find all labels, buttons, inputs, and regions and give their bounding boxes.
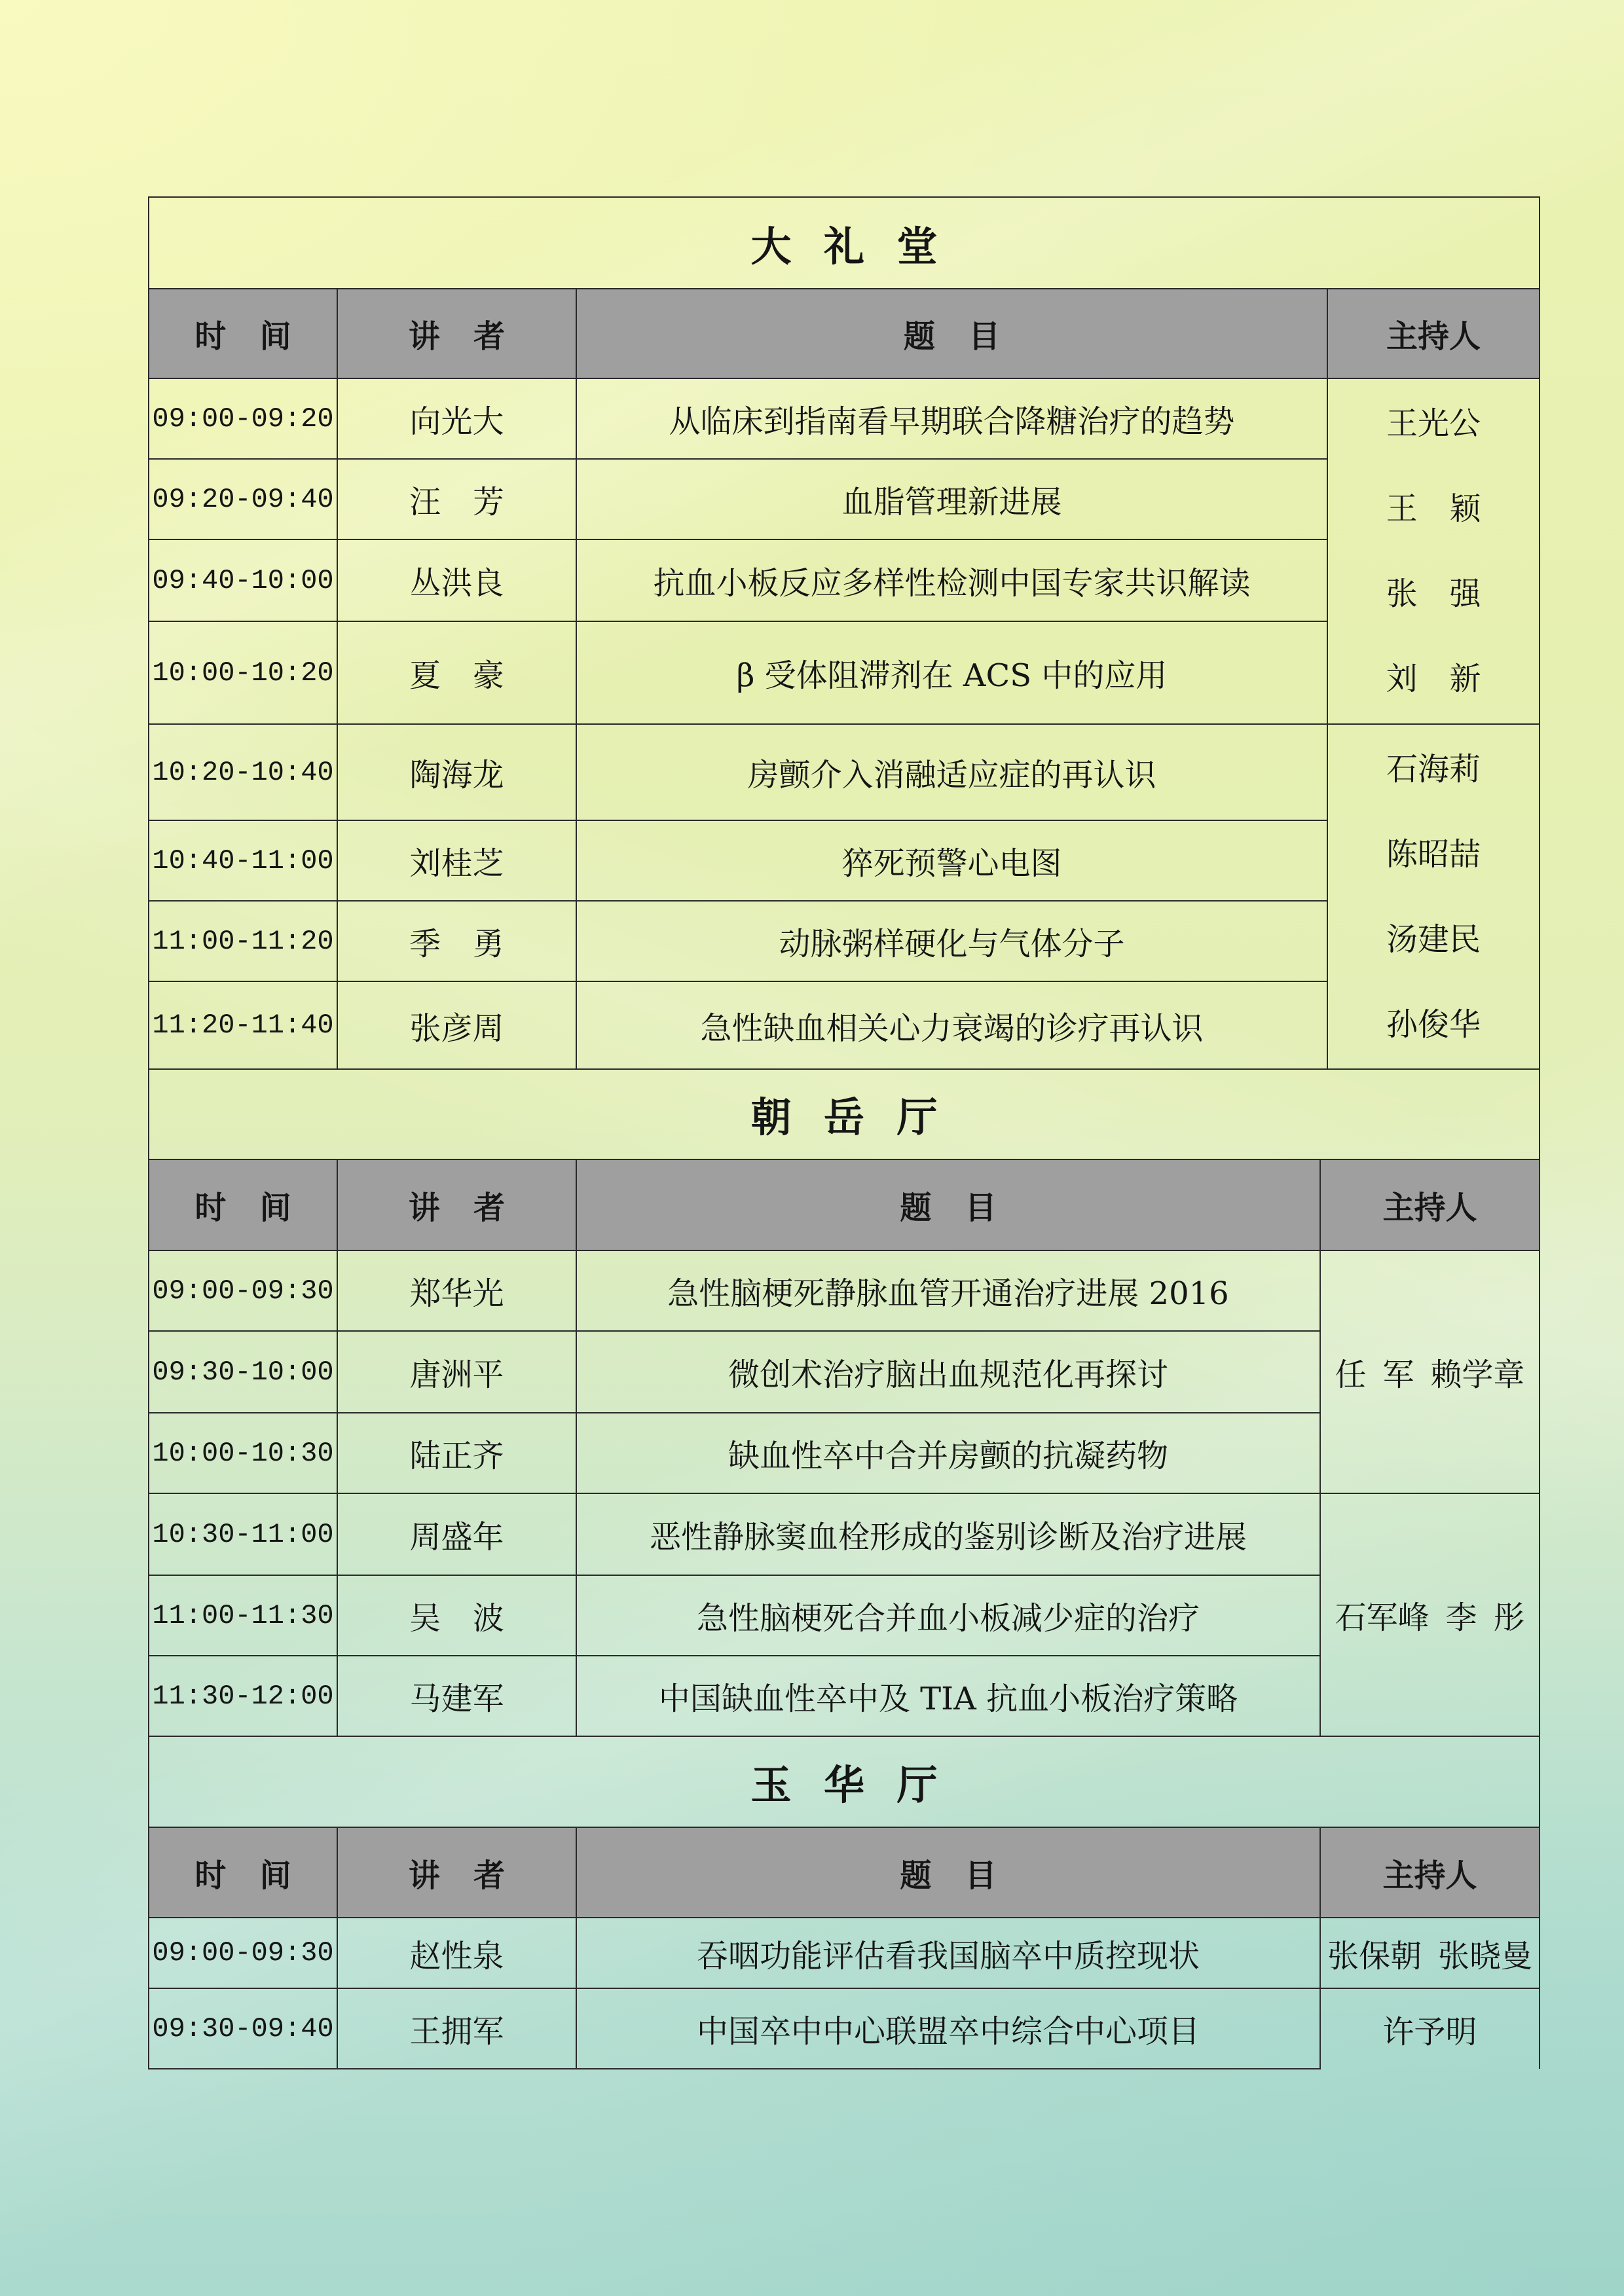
session-speaker: 马建军 bbox=[337, 1656, 576, 1736]
session-time: 10:20-10:40 bbox=[149, 724, 337, 820]
session-topic: 从临床到指南看早期联合降糖治疗的趋势 bbox=[576, 378, 1327, 459]
schedule-table-section-2 bbox=[148, 1068, 1540, 1737]
host-name: 陈昭喆 bbox=[1386, 835, 1481, 873]
session-speaker: 季 勇 bbox=[337, 901, 576, 981]
session-row bbox=[149, 1493, 1540, 1575]
schedule-table-section-3 bbox=[148, 1736, 1540, 2069]
host-cell: 许予明 bbox=[1320, 1988, 1540, 2069]
session-time: 09:00-09:20 bbox=[149, 378, 337, 459]
session-topic: β 受体阻滞剂在 ACS 中的应用 bbox=[576, 621, 1327, 724]
session-time: 11:00-11:30 bbox=[149, 1575, 337, 1656]
session-time: 11:20-11:40 bbox=[149, 981, 337, 1069]
column-header-host: 主持人 bbox=[1320, 1827, 1540, 1918]
host-cell: 张保朝 张晓曼 bbox=[1320, 1918, 1540, 1988]
header-row bbox=[149, 289, 1540, 378]
session-row bbox=[149, 1918, 1540, 1988]
host-name: 孙俊华 bbox=[1386, 1006, 1481, 1043]
session-time: 09:00-09:30 bbox=[149, 1918, 337, 1988]
host-name: 汤建民 bbox=[1386, 920, 1481, 958]
section-title: 大 礼 堂 bbox=[149, 197, 1540, 289]
host-name: 石海莉 bbox=[1386, 750, 1481, 788]
session-speaker: 夏 豪 bbox=[337, 621, 576, 724]
session-time: 09:30-09:40 bbox=[149, 1988, 337, 2069]
header-row bbox=[149, 1827, 1540, 1918]
session-topic: 抗血小板反应多样性检测中国专家共识解读 bbox=[576, 539, 1327, 621]
session-speaker: 张彦周 bbox=[337, 981, 576, 1069]
session-time: 10:00-10:30 bbox=[149, 1413, 337, 1493]
host-list bbox=[1328, 727, 1539, 1067]
session-topic: 微创术治疗脑出血规范化再探讨 bbox=[576, 1331, 1320, 1413]
host-cell bbox=[1327, 724, 1540, 1069]
column-header-time: 时 间 bbox=[149, 1159, 337, 1250]
session-speaker: 向光大 bbox=[337, 378, 576, 459]
session-time: 11:30-12:00 bbox=[149, 1656, 337, 1736]
host-cell: 石军峰 李 彤 bbox=[1320, 1493, 1540, 1736]
session-time: 10:30-11:00 bbox=[149, 1493, 337, 1575]
column-header-speaker: 讲 者 bbox=[337, 1827, 576, 1918]
session-speaker: 周盛年 bbox=[337, 1493, 576, 1575]
session-row bbox=[149, 1250, 1540, 1331]
column-header-speaker: 讲 者 bbox=[337, 289, 576, 378]
session-row bbox=[149, 724, 1540, 820]
column-header-time: 时 间 bbox=[149, 1827, 337, 1918]
session-topic: 恶性静脉窦血栓形成的鉴别诊断及治疗进展 bbox=[576, 1493, 1320, 1575]
session-speaker: 陆正齐 bbox=[337, 1413, 576, 1493]
column-header-host: 主持人 bbox=[1327, 289, 1540, 378]
session-time: 09:00-09:30 bbox=[149, 1250, 337, 1331]
session-time: 11:00-11:20 bbox=[149, 901, 337, 981]
column-header-topic: 题 目 bbox=[576, 1827, 1320, 1918]
column-header-host: 主持人 bbox=[1320, 1159, 1540, 1250]
session-speaker: 赵性泉 bbox=[337, 1918, 576, 1988]
section-title: 朝 岳 厅 bbox=[149, 1068, 1540, 1159]
session-speaker: 汪 芳 bbox=[337, 459, 576, 539]
section-title: 玉 华 厅 bbox=[149, 1736, 1540, 1827]
session-topic: 动脉粥样硬化与气体分子 bbox=[576, 901, 1327, 981]
session-time: 10:40-11:00 bbox=[149, 820, 337, 901]
column-header-topic: 题 目 bbox=[576, 289, 1327, 378]
session-row bbox=[149, 1988, 1540, 2069]
host-list bbox=[1328, 381, 1539, 721]
host-name: 张 强 bbox=[1386, 575, 1481, 612]
session-speaker: 郑华光 bbox=[337, 1250, 576, 1331]
column-header-time: 时 间 bbox=[149, 289, 337, 378]
session-speaker: 吴 波 bbox=[337, 1575, 576, 1656]
session-topic: 缺血性卒中合并房颤的抗凝药物 bbox=[576, 1413, 1320, 1493]
host-name: 王 颖 bbox=[1386, 490, 1481, 527]
host-cell: 任 军 赖学章 bbox=[1320, 1250, 1540, 1493]
session-speaker: 唐洲平 bbox=[337, 1331, 576, 1413]
session-topic: 猝死预警心电图 bbox=[576, 820, 1327, 901]
session-speaker: 王拥军 bbox=[337, 1988, 576, 2069]
host-name: 王光公 bbox=[1386, 405, 1481, 442]
session-topic: 急性缺血相关心力衰竭的诊疗再认识 bbox=[576, 981, 1327, 1069]
session-speaker: 刘桂芝 bbox=[337, 820, 576, 901]
session-time: 10:00-10:20 bbox=[149, 621, 337, 724]
session-topic: 吞咽功能评估看我国脑卒中质控现状 bbox=[576, 1918, 1320, 1988]
session-topic: 急性脑梗死静脉血管开通治疗进展 2016 bbox=[576, 1250, 1320, 1331]
session-topic: 急性脑梗死合并血小板减少症的治疗 bbox=[576, 1575, 1320, 1656]
column-header-topic: 题 目 bbox=[576, 1159, 1320, 1250]
session-topic: 房颤介入消融适应症的再认识 bbox=[576, 724, 1327, 820]
column-header-speaker: 讲 者 bbox=[337, 1159, 576, 1250]
header-row bbox=[149, 1159, 1540, 1250]
session-topic: 中国缺血性卒中及 TIA 抗血小板治疗策略 bbox=[576, 1656, 1320, 1736]
schedule-table-section-1 bbox=[148, 196, 1540, 1070]
session-time: 09:20-09:40 bbox=[149, 459, 337, 539]
host-cell bbox=[1327, 378, 1540, 724]
session-speaker: 丛洪良 bbox=[337, 539, 576, 621]
session-row bbox=[149, 378, 1540, 459]
session-topic: 血脂管理新进展 bbox=[576, 459, 1327, 539]
session-topic: 中国卒中中心联盟卒中综合中心项目 bbox=[576, 1988, 1320, 2069]
session-speaker: 陶海龙 bbox=[337, 724, 576, 820]
host-name: 刘 新 bbox=[1386, 661, 1481, 697]
session-time: 09:30-10:00 bbox=[149, 1331, 337, 1413]
session-time: 09:40-10:00 bbox=[149, 539, 337, 621]
